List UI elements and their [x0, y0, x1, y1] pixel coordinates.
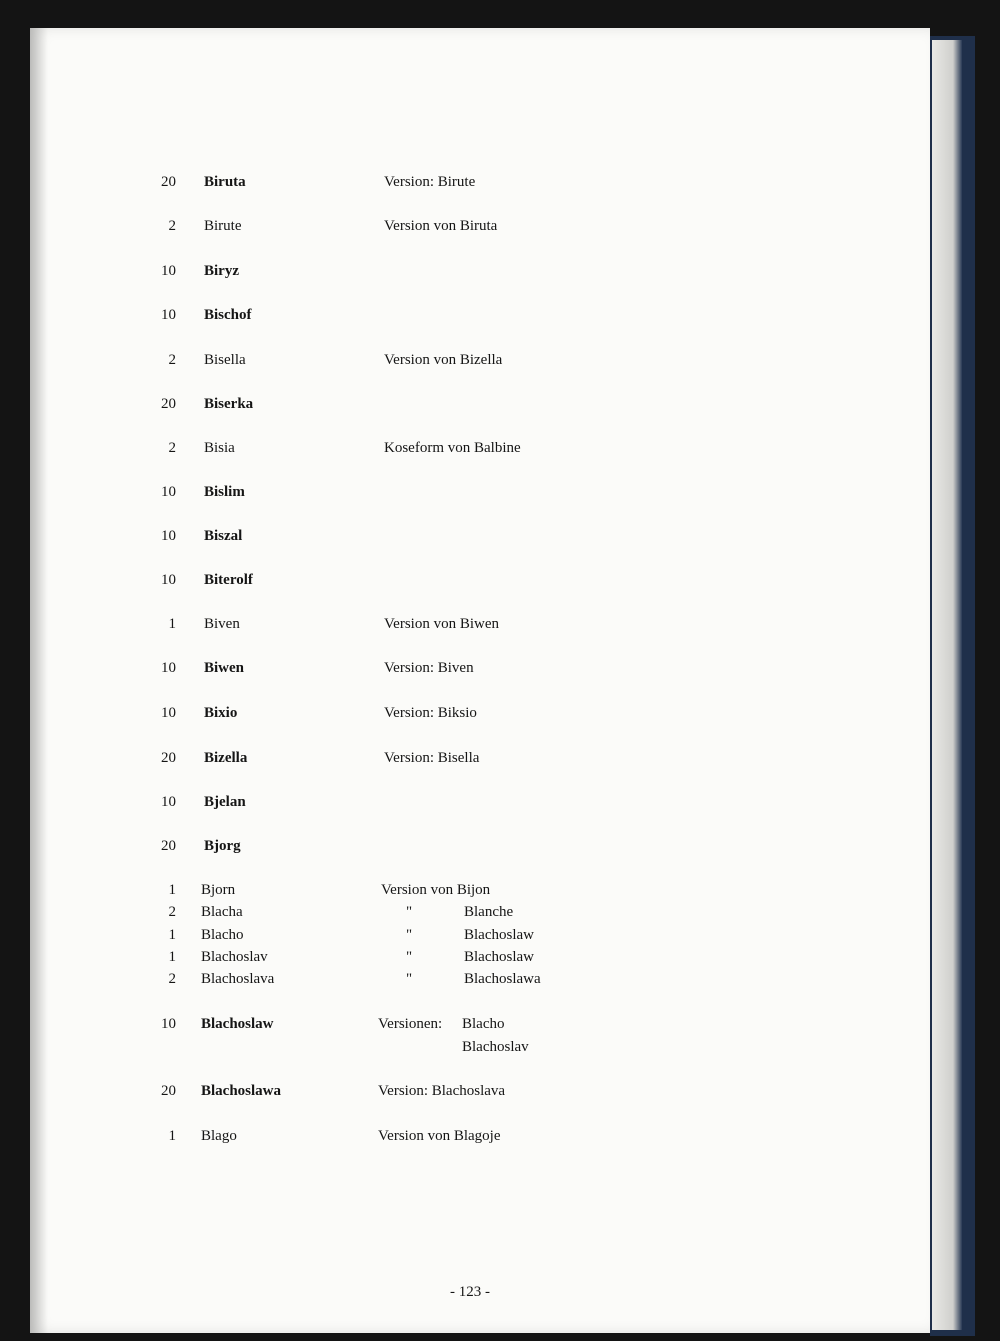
entry-number: 10 [161, 307, 176, 323]
entry-number: 2 [168, 971, 176, 987]
entry-description: Version: Bisella [384, 750, 480, 766]
entry-description: Version von Biwen [384, 616, 499, 632]
entry-name: Biruta [204, 174, 246, 190]
entry-name: Blachoslaw [201, 1016, 274, 1032]
entry-number: 20 [161, 838, 176, 854]
page-number: - 123 - [450, 1284, 490, 1300]
entry-name: Bischof [204, 307, 252, 323]
entry-description: Koseform von Balbine [384, 440, 521, 456]
entry-name: Bjorg [204, 838, 241, 854]
entry-number: 20 [161, 396, 176, 412]
entry-name: Blachoslawa [201, 1083, 282, 1099]
entry-name: Bizella [204, 750, 248, 766]
spine-shadow [30, 28, 48, 1333]
entry-number: 1 [168, 882, 176, 898]
entry-name: Bisia [204, 440, 235, 456]
entry-name: Blachoslava [201, 971, 275, 987]
entry-description: Version von Blagoje [378, 1128, 501, 1144]
entry-name: Biserka [204, 396, 254, 412]
entry-description: Version: Biksio [384, 705, 477, 721]
entry-name: Biszal [204, 528, 243, 544]
entry-name: Blachoslav [201, 949, 268, 965]
entry-reference: Blanche [464, 904, 514, 920]
entry-description: Version von Bizella [384, 352, 503, 368]
entry-name: Blacho [201, 927, 244, 943]
entry-name: Birute [204, 218, 242, 234]
entry-reference: Blachoslaw [464, 949, 534, 965]
entry-number: 10 [161, 484, 176, 500]
entry-description: Version von Bijon [381, 882, 491, 898]
entry-number: 10 [161, 660, 176, 676]
entry-number: 10 [161, 794, 176, 810]
entry-name: Blacha [201, 904, 243, 920]
entry-number: 1 [168, 1128, 176, 1144]
entry-name: Bisella [204, 352, 246, 368]
entry-number: 10 [161, 528, 176, 544]
entry-description: Versionen: [378, 1016, 443, 1032]
entry-name: Biwen [204, 660, 245, 676]
entry-description: " [406, 971, 413, 987]
entry-number: 10 [161, 572, 176, 588]
entry-number: 2 [168, 352, 176, 368]
entry-description: Version von Biruta [384, 218, 498, 234]
entry-name: Blago [201, 1128, 237, 1144]
entry-number: 2 [168, 904, 176, 920]
entry-number: 10 [161, 1016, 176, 1032]
entry-description: Version: Birute [384, 174, 476, 190]
entry-description: " [406, 927, 413, 943]
entry-name: Bixio [204, 705, 238, 721]
entry-name: Bislim [204, 484, 245, 500]
entry-name: Biryz [204, 263, 239, 279]
entry-description: " [406, 904, 413, 920]
entry-number: 20 [161, 1083, 176, 1099]
entry-reference: Blacho [462, 1016, 505, 1032]
entry-number: 1 [168, 949, 176, 965]
entry-name: Biterolf [204, 572, 253, 588]
entry-number: 1 [168, 927, 176, 943]
entry-number: 2 [168, 218, 176, 234]
entry-number: 1 [168, 616, 176, 632]
entry-description: Version: Biven [384, 660, 474, 676]
entry-description: " [406, 949, 413, 965]
entry-reference: Blachoslaw [464, 927, 534, 943]
page-stack-edge [932, 40, 962, 1330]
entry-reference: Blachoslawa [464, 971, 541, 987]
entry-reference: Blachoslav [462, 1039, 529, 1055]
entry-number: 2 [168, 440, 176, 456]
entry-name: Biven [204, 616, 240, 632]
entry-number: 20 [161, 174, 176, 190]
entry-description: Version: Blachoslava [378, 1083, 506, 1099]
entry-number: 20 [161, 750, 176, 766]
entry-number: 10 [161, 705, 176, 721]
entry-name: Bjelan [204, 794, 246, 810]
entry-name: Bjorn [201, 882, 236, 898]
entry-number: 10 [161, 263, 176, 279]
